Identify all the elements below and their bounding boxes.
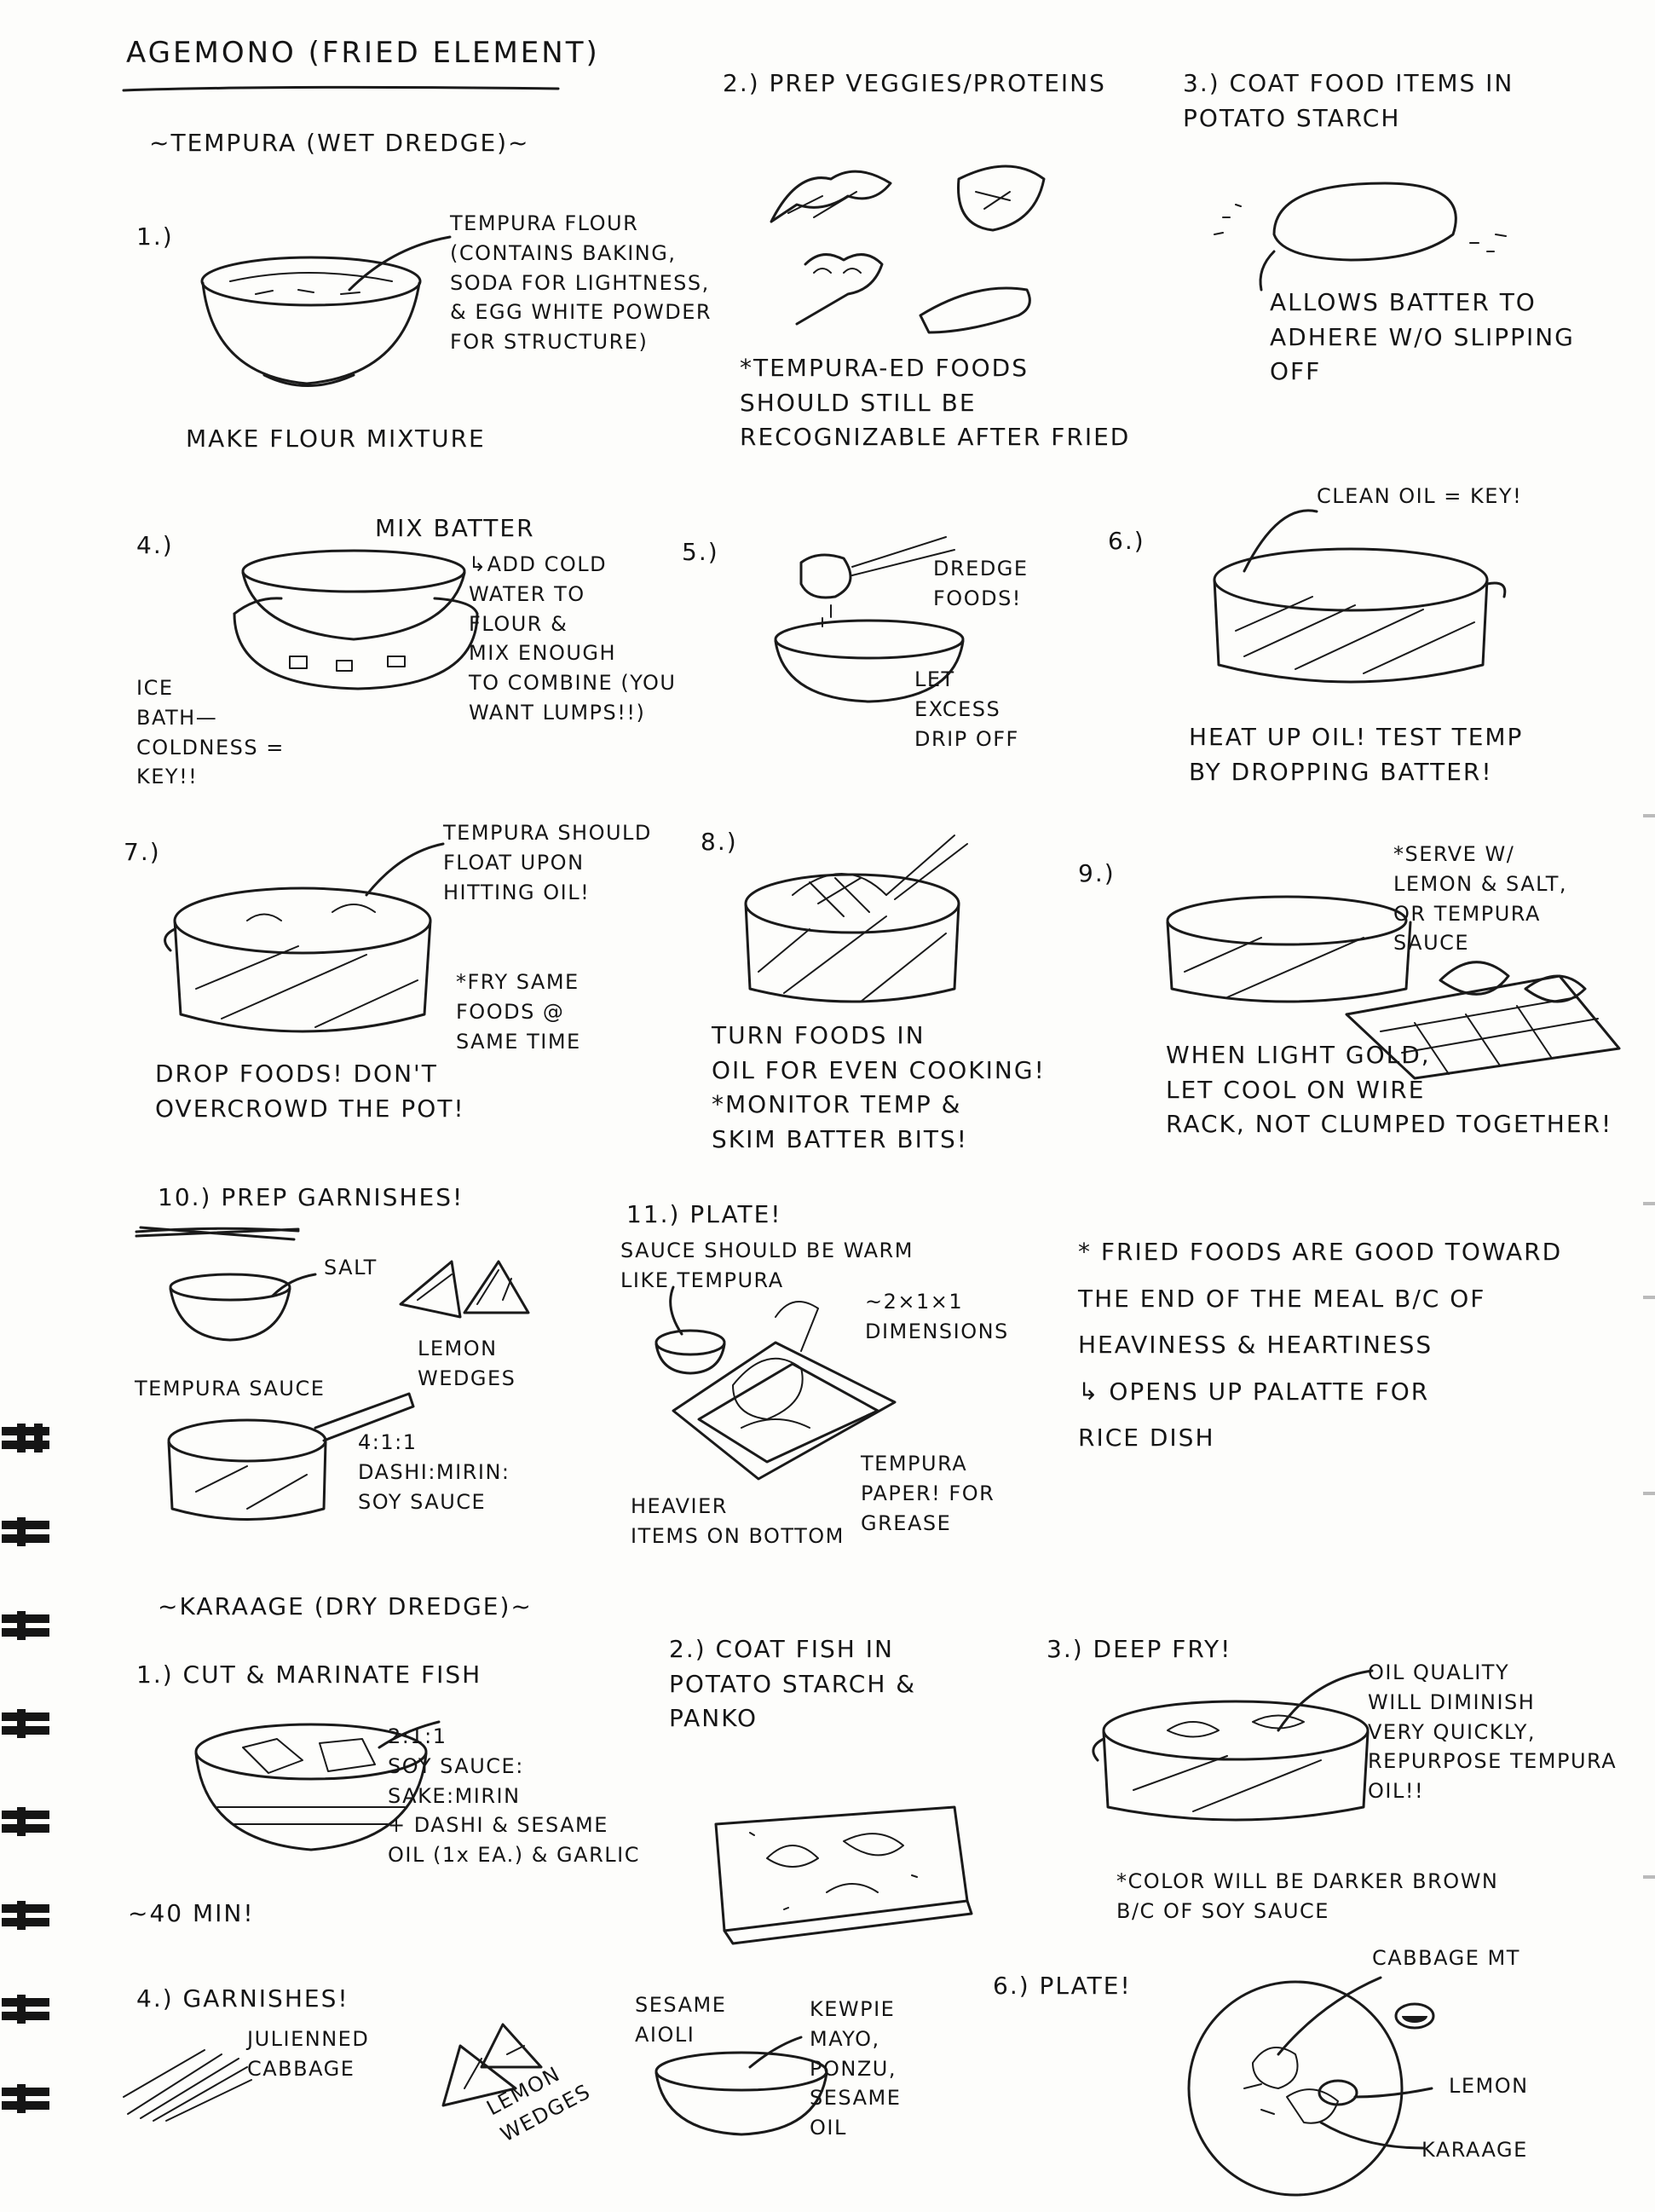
turning-foods-sketch [733, 835, 989, 1014]
karaage-step3-heading: 3.) DEEP FRY! [1047, 1635, 1232, 1663]
ice-bath-bowls-sketch [230, 546, 486, 695]
karaage-step3-note-oil: OIL QUALITY WILL DIMINISH VERY QUICKLY, REPURPOSE TEMPURA OIL!! [1368, 1660, 1618, 1804]
step11-note-paper: TEMPURA PAPER! FOR GREASE [861, 1452, 995, 1535]
tempura-heading: ~TEMPURA (WET DREDGE)~ [149, 129, 530, 157]
karaage-plate-cabbage-label: CABBAGE MT [1372, 1946, 1520, 1970]
karaage-heading: ~KARAAGE (DRY DREDGE)~ [158, 1592, 533, 1620]
step10-ratio: 4:1:1 DASHI:MIRIN: SOY SAUCE [358, 1430, 510, 1514]
starch-coated-sketch [1197, 166, 1538, 294]
julienned-cabbage-sketch [119, 2046, 256, 2122]
step6-note-clean-oil: CLEAN OIL = KEY! [1317, 484, 1523, 508]
step11-note-dimensions: ~2×1×1 DIMENSIONS [865, 1290, 1009, 1343]
step11-heading: 11.) PLATE! [626, 1200, 782, 1228]
step6-number: 6.) [1108, 527, 1145, 555]
step9-number: 9.) [1078, 859, 1116, 887]
step1-caption: MAKE FLOUR MIXTURE [186, 424, 486, 453]
step10-salt-label: SALT [324, 1256, 378, 1279]
karaage-plate-karaage-label: KARAAGE [1421, 2138, 1528, 2162]
edge-mark [1643, 1875, 1655, 1879]
edge-mark [1643, 814, 1655, 817]
step4-note: ↳ADD COLD WATER TO FLOUR & MIX ENOUGH TO COMBINE (YOU WANT LUMPS!!) [469, 552, 677, 725]
edge-mark [1643, 1296, 1655, 1299]
karaage-step4-cabbage-label: JULIENNED CABBAGE [247, 2027, 370, 2081]
step11-note-heavier: HEAVIER ITEMS ON BOTTOM [631, 1494, 845, 1548]
edge-mark [1643, 1202, 1655, 1205]
step11-note-sauce: SAUCE SHOULD BE WARM LIKE TEMPURA [620, 1239, 914, 1292]
karaage-step4-heading: 4.) GARNISHES! [136, 1984, 349, 2013]
step5-note-dredge: DREDGE FOODS! [933, 557, 1029, 610]
karaage-step1-ratio: 2:1:1 SOY SAUCE: SAKE:MIRIN + DASHI & SESAME OIL (1x EA.) & GARLIC [388, 1724, 640, 1868]
karaage-step6-heading: 6.) PLATE! [993, 1972, 1132, 2000]
step7-number: 7.) [124, 838, 161, 866]
karaage-step4-lemon-label: LEMON WEDGES [482, 2061, 595, 2147]
step1-number: 1.) [136, 222, 174, 251]
step9-caption: WHEN LIGHT GOLD, LET COOL ON WIRE RACK, NOT CLUMPED TOGETHER! [1166, 1041, 1613, 1139]
karaage-step3-note-color: *COLOR WILL BE DARKER BROWN B/C OF SOY SAUCE [1116, 1869, 1499, 1923]
lemon-wedges-sketch [392, 1253, 537, 1330]
step3-heading: 3.) COAT FOOD ITEMS IN POTATO STARCH [1183, 69, 1514, 132]
karaage-step1-time: ~40 MIN! [128, 1899, 255, 1927]
salt-dish-sketch [162, 1270, 315, 1347]
edge-mark [1643, 1492, 1655, 1495]
step8-caption: TURN FOODS IN OIL FOR EVEN COOKING! *MONITOR TEMP & SKIM BATTER BITS! [712, 1021, 1046, 1153]
step4-number: 4.) [136, 531, 174, 559]
step1-pointer [341, 230, 460, 298]
veggies-sketch [763, 145, 1087, 341]
scratched-out-text [132, 1219, 303, 1245]
step10-heading: 10.) PREP GARNISHES! [158, 1183, 464, 1211]
karaage-step2-heading: 2.) COAT FISH IN POTATO STARCH & PANKO [669, 1635, 917, 1733]
fried-foods-note: * FRIED FOODS ARE GOOD TOWARD THE END OF THE MEAL B/C OF HEAVINESS & HEARTINESS ↳ OPENS UP PALATTE FOR RICE DISH [1078, 1238, 1563, 1453]
step3-note: ALLOWS BATTER TO ADHERE W/O SLIPPING OFF [1270, 288, 1575, 386]
karaage-plate-sketch [1168, 1969, 1611, 2199]
frying-pot-sketch [162, 844, 452, 1040]
step7-caption: DROP FOODS! DON'T OVERCROWD THE POT! [155, 1060, 465, 1123]
step10-sauce-label: TEMPURA SAUCE [135, 1377, 326, 1401]
karaage-plate-lemon-label: LEMON [1449, 2074, 1529, 2098]
aioli-bowl-sketch [648, 2046, 835, 2140]
oil-pot-sketch [1193, 494, 1508, 707]
step5-number: 5.) [682, 538, 719, 566]
step1-note: TEMPURA FLOUR (CONTAINS BAKING, SODA FOR LIGHTNESS, & EGG WHITE POWDER FOR STRUCTURE) [450, 211, 712, 355]
karaage-aioli-note: KEWPIE MAYO, PONZU, SESAME OIL [810, 1997, 902, 2140]
coating-tray-sketch [699, 1790, 980, 1948]
step7-note-same-foods: *FRY SAME FOODS @ SAME TIME [456, 970, 581, 1054]
step4-title: MIX BATTER [375, 514, 535, 542]
step7-note-float: TEMPURA SHOULD FLOAT UPON HITTING OIL! [443, 821, 652, 904]
step10-lemon-label: LEMON WEDGES [418, 1337, 516, 1390]
karaage-aioli-label: SESAME AIOLI [635, 1993, 727, 2047]
karaage-step1-heading: 1.) CUT & MARINATE FISH [136, 1660, 482, 1689]
step9-note-serve: *SERVE W/ LEMON & SALT, OR TEMPURA SAUCE [1393, 842, 1568, 956]
step2-heading: 2.) PREP VEGGIES/PROTEINS [723, 69, 1106, 97]
step2-note: *TEMPURA-ED FOODS SHOULD STILL BE RECOGNIZABLE AFTER FRIED [740, 354, 1131, 452]
title-underline [119, 82, 562, 95]
step6-caption: HEAT UP OIL! TEST TEMP BY DROPPING BATTER! [1189, 723, 1524, 786]
deep-fry-pot-sketch [1091, 1662, 1389, 1833]
step8-number: 8.) [701, 828, 738, 856]
page-title: AGEMONO (FRIED ELEMENT) [126, 36, 600, 70]
spiral-binding-icon [0, 1424, 60, 2157]
step5-note-drip: LET EXCESS DRIP OFF [914, 667, 1019, 751]
step4-ice-note: ICE BATH— COLDNESS = KEY!! [136, 676, 285, 789]
